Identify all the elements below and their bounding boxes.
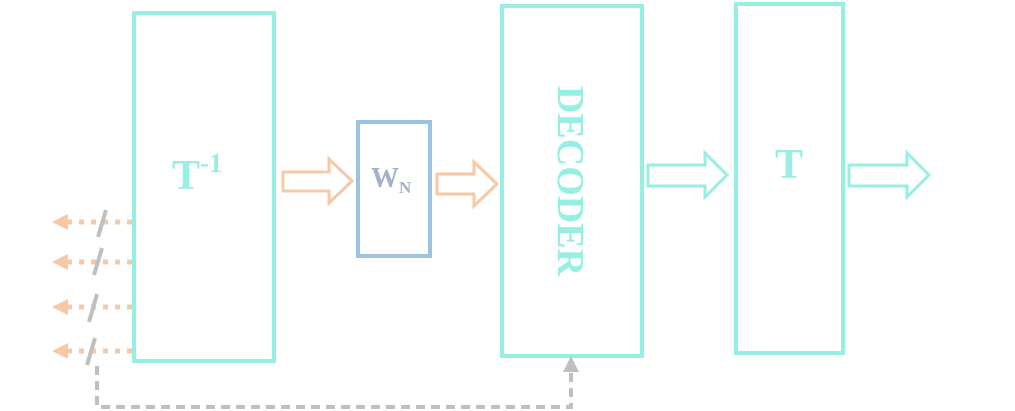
bus-slashes [87,210,106,365]
decoder-label: DECODER [549,85,591,277]
wn-label: $W_N$ [371,163,412,197]
arrow-wn-to-decoder [437,162,497,206]
decoder-block [502,6,642,356]
feedback-arrowhead [563,356,579,372]
arrow-decoder-to-t [648,153,727,197]
dotted-arrow-1 [52,214,132,230]
t-inverse-block [134,13,274,361]
arrow-tinv-to-wn [283,159,352,203]
t-inverse-label: $T^{-1}$ [172,148,223,199]
arrow-output [849,153,929,197]
dotted-outputs [52,214,132,359]
wn-block [358,122,430,256]
dotted-arrow-2 [52,254,132,270]
feedback-path [97,356,579,407]
t-block [736,4,843,353]
t-label: T [774,142,804,188]
